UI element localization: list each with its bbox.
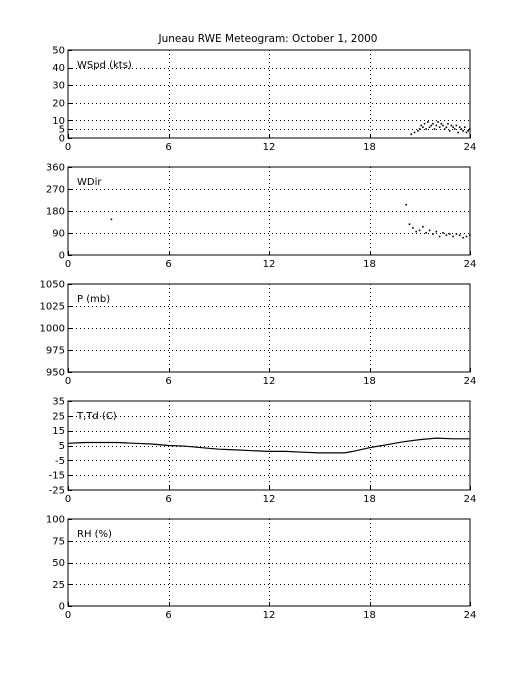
wind-speed-y-tick-label: 20 bbox=[52, 98, 65, 110]
wind-direction-data-point bbox=[409, 223, 411, 225]
wind-speed-data-point bbox=[446, 126, 448, 128]
pressure-x-tick-label: 24 bbox=[463, 376, 477, 387]
temperature-panel bbox=[49, 397, 477, 506]
wind-speed-data-point bbox=[457, 132, 459, 134]
relative-humidity-x-tick-label: 6 bbox=[165, 610, 172, 621]
panels-container bbox=[40, 46, 477, 622]
relative-humidity-plot-frame bbox=[68, 519, 470, 606]
wind-speed-data-point bbox=[427, 121, 429, 123]
pressure-x-tick-label: 12 bbox=[262, 376, 276, 387]
wind-direction-data-point bbox=[456, 233, 458, 235]
pressure-panel bbox=[40, 280, 477, 388]
pressure-y-tick-label: 975 bbox=[45, 345, 65, 357]
wind-speed-panel bbox=[52, 46, 476, 154]
temperature-y-tick-label: 15 bbox=[52, 426, 65, 438]
wind-speed-data-point bbox=[420, 125, 422, 127]
wind-speed-data-point bbox=[469, 128, 471, 130]
relative-humidity-label: RH (%) bbox=[77, 529, 112, 540]
relative-humidity-panel bbox=[46, 515, 476, 622]
wind-speed-y-tick-label: 50 bbox=[52, 45, 65, 57]
wind-direction-data-point bbox=[452, 236, 454, 238]
wind-speed-data-point bbox=[466, 132, 468, 134]
pressure-y-tick-label: 1025 bbox=[39, 301, 65, 313]
temperature-y-tick-label: -5 bbox=[55, 455, 65, 467]
wind-speed-data-point bbox=[442, 125, 444, 127]
temperature-y-tick-label: -15 bbox=[48, 470, 65, 482]
chart-title: Juneau RWE Meteogram: October 1, 2000 bbox=[158, 33, 378, 45]
wind-speed-data-point bbox=[410, 134, 412, 136]
wind-direction-data-point bbox=[429, 230, 431, 232]
relative-humidity-y-tick-label: 100 bbox=[45, 514, 65, 526]
wind-direction-y-tick-label: 90 bbox=[52, 228, 65, 240]
relative-humidity-x-tick-label: 12 bbox=[262, 610, 276, 621]
relative-humidity-y-tick-label: 75 bbox=[52, 536, 65, 548]
wind-speed-data-point bbox=[462, 130, 464, 132]
temperature-y-tick-label: 35 bbox=[52, 396, 65, 408]
temperature-y-tick-label: 5 bbox=[58, 441, 65, 452]
wind-direction-data-point bbox=[446, 234, 448, 236]
wind-direction-data-point bbox=[466, 236, 468, 238]
wind-speed-data-point bbox=[431, 125, 433, 127]
wind-speed-x-tick-label: 18 bbox=[363, 142, 376, 153]
temperature-x-tick-label: 6 bbox=[165, 494, 172, 505]
wind-direction-x-tick-label: 6 bbox=[165, 259, 172, 270]
wind-speed-data-point bbox=[417, 130, 419, 132]
wind-direction-data-point bbox=[111, 219, 113, 221]
wind-speed-data-point bbox=[424, 123, 426, 125]
wind-direction-x-tick-label: 12 bbox=[262, 259, 276, 270]
wind-speed-data-point bbox=[464, 126, 466, 128]
wind-speed-data-point bbox=[429, 126, 431, 128]
wind-speed-data-point bbox=[467, 130, 469, 132]
wind-direction-y-tick-label: 360 bbox=[45, 162, 65, 174]
wind-speed-data-point bbox=[452, 126, 454, 128]
relative-humidity-y-tick-label: 50 bbox=[52, 558, 65, 569]
wind-speed-data-point bbox=[444, 128, 446, 130]
wind-direction-y-tick-label: 0 bbox=[58, 250, 65, 262]
wind-direction-data-point bbox=[449, 233, 451, 235]
wind-speed-data-point bbox=[414, 132, 416, 134]
wind-direction-x-tick-label: 18 bbox=[363, 259, 376, 270]
pressure-y-tick-label: 1050 bbox=[39, 279, 65, 291]
temperature-x-tick-label: 18 bbox=[363, 494, 376, 505]
wind-speed-x-tick-label: 24 bbox=[463, 142, 477, 153]
wind-direction-data-point bbox=[469, 234, 471, 236]
pressure-y-tick-label: 950 bbox=[45, 367, 65, 379]
wind-direction-data-point bbox=[442, 232, 444, 234]
wind-direction-data-point bbox=[422, 226, 424, 228]
temperature-label: T,Td (C) bbox=[77, 411, 117, 422]
wind-direction-data-point bbox=[419, 230, 421, 232]
wind-speed-data-point bbox=[419, 128, 421, 130]
wind-speed-data-point bbox=[454, 128, 456, 130]
relative-humidity-y-tick-label: 0 bbox=[58, 601, 65, 613]
relative-humidity-x-tick-label: 24 bbox=[463, 610, 477, 621]
wind-speed-data-point bbox=[432, 123, 434, 125]
wind-speed-x-tick-label: 6 bbox=[165, 142, 172, 153]
wind-speed-data-point bbox=[436, 125, 438, 127]
wind-speed-label: WSpd (kts) bbox=[77, 60, 132, 71]
wind-speed-data-point bbox=[441, 123, 443, 125]
temperature-y-tick-label: 25 bbox=[52, 411, 65, 423]
wind-speed-data-point bbox=[451, 125, 453, 127]
wind-speed-data-point bbox=[437, 121, 439, 123]
wind-direction-data-point bbox=[436, 231, 438, 233]
wind-direction-data-point bbox=[412, 227, 414, 229]
temperature-x-tick-label: 0 bbox=[64, 494, 72, 505]
wind-direction-data-point bbox=[432, 233, 434, 235]
wind-speed-data-point bbox=[461, 128, 463, 130]
wind-direction-y-tick-label: 180 bbox=[45, 206, 65, 218]
wind-speed-data-point bbox=[447, 123, 449, 125]
wind-speed-data-point bbox=[425, 128, 427, 130]
wind-direction-x-tick-label: 0 bbox=[64, 259, 72, 270]
pressure-x-tick-label: 18 bbox=[363, 376, 376, 387]
wind-speed-data-point bbox=[449, 130, 451, 132]
wind-speed-data-point bbox=[456, 125, 458, 127]
wind-speed-data-point bbox=[434, 128, 436, 130]
wind-direction-y-tick-label: 270 bbox=[45, 184, 65, 196]
wind-speed-data-point bbox=[439, 126, 441, 128]
pressure-y-tick-label: 1000 bbox=[39, 323, 65, 335]
temperature-y-tick-label: -25 bbox=[48, 485, 65, 497]
temperature-x-tick-label: 24 bbox=[463, 494, 477, 505]
wind-direction-data-point bbox=[425, 232, 427, 234]
wind-speed-data-point bbox=[422, 126, 424, 128]
relative-humidity-x-tick-label: 18 bbox=[363, 610, 376, 621]
pressure-label: P (mb) bbox=[77, 294, 111, 305]
wind-direction-x-tick-label: 24 bbox=[463, 259, 477, 270]
wind-speed-y-tick-label: 0 bbox=[58, 133, 65, 145]
wind-direction-label: WDir bbox=[77, 177, 102, 188]
wind-speed-x-tick-label: 12 bbox=[262, 142, 276, 153]
pressure-x-tick-label: 6 bbox=[165, 376, 172, 387]
wind-speed-y-tick-label: 30 bbox=[52, 80, 65, 92]
pressure-x-tick-label: 0 bbox=[64, 376, 72, 387]
wind-direction-data-point bbox=[462, 237, 464, 239]
wind-direction-data-point bbox=[415, 231, 417, 233]
wind-speed-x-tick-label: 0 bbox=[64, 142, 72, 153]
wind-speed-y-tick-label: 5 bbox=[58, 124, 65, 136]
wind-speed-y-tick-label: 10 bbox=[52, 115, 65, 127]
wind-direction-data-point bbox=[439, 236, 441, 238]
relative-humidity-y-tick-label: 25 bbox=[52, 579, 65, 591]
relative-humidity-x-tick-label: 0 bbox=[64, 610, 72, 621]
wind-direction-panel bbox=[46, 163, 476, 271]
temperature-x-tick-label: 12 bbox=[262, 494, 276, 505]
wind-direction-data-point bbox=[405, 204, 407, 206]
wind-direction-data-point bbox=[459, 234, 461, 236]
wind-speed-data-point bbox=[459, 126, 461, 128]
wind-speed-y-tick-label: 40 bbox=[52, 63, 65, 75]
